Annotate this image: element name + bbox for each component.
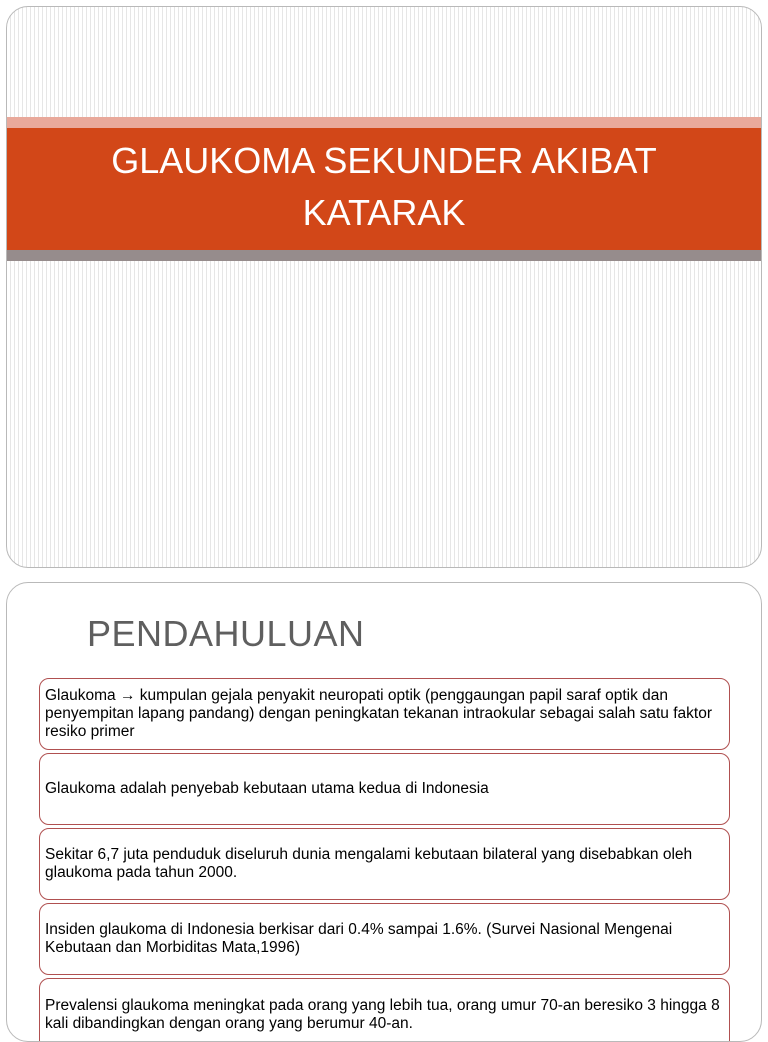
slide-title: GLAUKOMA SEKUNDER AKIBAT KATARAK <box>111 140 657 233</box>
band-main <box>7 128 761 250</box>
slide-pendahuluan <box>6 582 762 1042</box>
bullet-box <box>39 753 730 825</box>
slide-title-page <box>6 6 762 568</box>
bullet-box <box>39 978 730 1042</box>
bullet-box <box>39 828 730 900</box>
section-heading: PENDAHULUAN <box>87 613 365 654</box>
title-band <box>7 117 761 261</box>
bullet-text: Insiden glaukoma di Indonesia berkisar dari 0.4% sampai 1.6%. (Survei Nasional Mengenai Kebutaan dan Morbiditas Mata,1996) <box>45 921 673 956</box>
bullet-box <box>39 678 730 750</box>
band-bottom-stripe <box>7 250 761 261</box>
bullet-text: Glaukoma → kumpulan gejala penyakit neuropati optik (penggaungan papil saraf optik dan penyempitan lapang pandang) dengan peningkatan tekanan intraokular sebagai salah satu faktor resiko primer <box>45 687 712 740</box>
bullet-text: Sekitar 6,7 juta penduduk diseluruh dunia mengalami kebutaan bilateral yang disebabkan oleh glaukoma pada tahun 2000. <box>45 846 693 881</box>
band-top-stripe <box>7 117 761 128</box>
bullet-text: Prevalensi glaukoma meningkat pada orang yang lebih tua, orang umur 70-an beresiko 3 hingga 8 kali dibandingkan dengan orang yang berumur 40-an. <box>45 997 720 1032</box>
bullet-text: Glaukoma adalah penyebab kebutaan utama kedua di Indonesia <box>45 780 489 797</box>
bullet-box <box>39 903 730 975</box>
